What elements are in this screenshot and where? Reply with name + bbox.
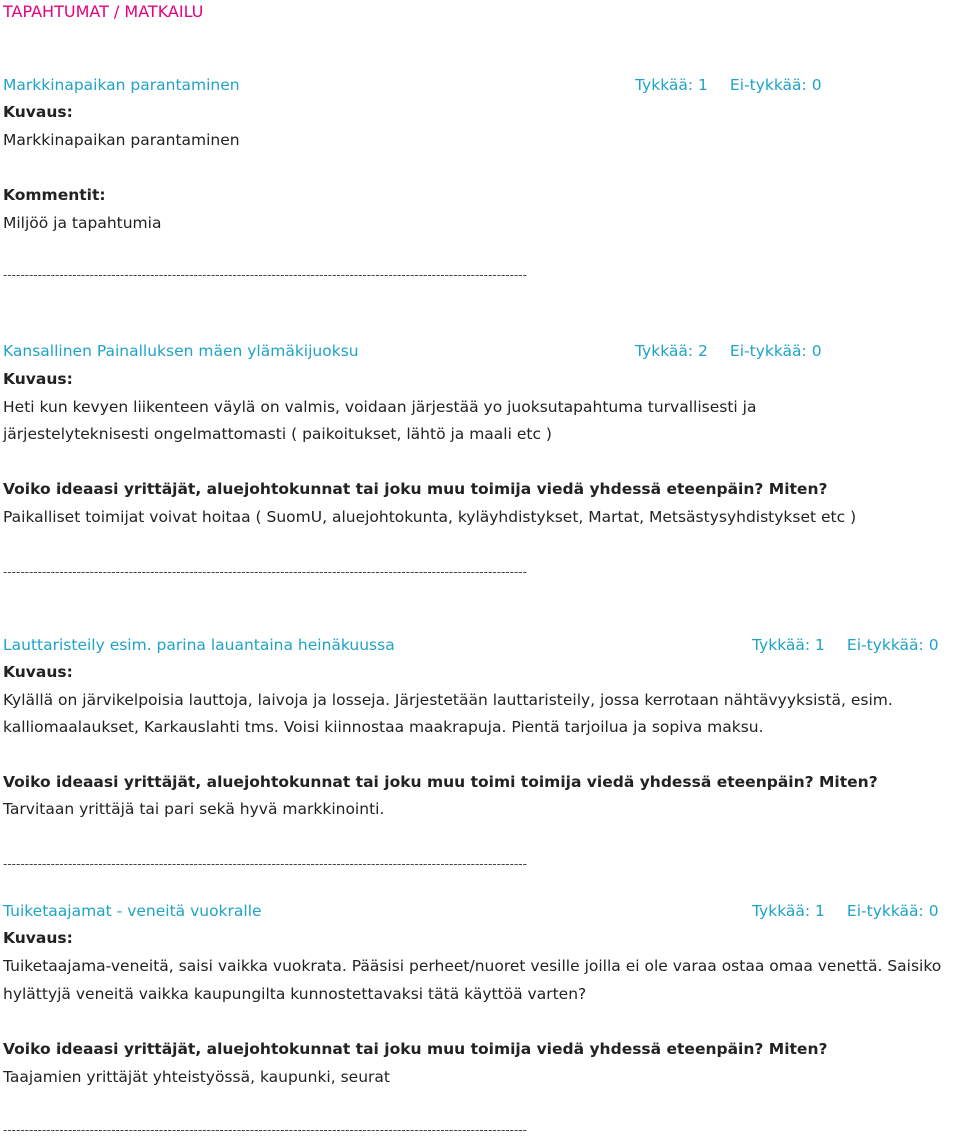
entry-title: Kansallinen Painalluksen mäen ylämäkijuoksu — [3, 342, 359, 360]
likes-count: Tykkää: 1 — [635, 76, 708, 94]
divider: ------------------------------------------------------------------------------------------------------------------------- — [3, 1123, 527, 1137]
description-label: Kuvaus: — [3, 663, 73, 681]
entry-title: Markkinapaikan parantaminen — [3, 76, 240, 94]
comments-label: Kommentit: — [3, 186, 106, 204]
vote-counts — [635, 340, 822, 362]
entry-title: Tuiketaajamat - veneitä vuokralle — [3, 902, 262, 920]
likes-count: Tykkää: 1 — [752, 636, 825, 654]
divider: ------------------------------------------------------------------------------------------------------------------------- — [3, 268, 527, 282]
answer-text: Paikalliset toimijat voivat hoitaa ( SuomU, aluejohtokunta, kyläyhdistykset, Martat, Metsästysyhdistykset etc ) — [3, 508, 857, 526]
divider: ------------------------------------------------------------------------------------------------------------------------- — [3, 565, 527, 579]
likes-count: Tykkää: 1 — [752, 902, 825, 920]
dislikes-count: Ei-tykkää: 0 — [846, 902, 939, 920]
answer-text: Tarvitaan yrittäjä tai pari sekä hyvä markkinointi. — [3, 800, 385, 818]
description-text: hylättyjä veneitä vaikka kaupungilta kunnostettavaksi tätä käyttöä varten? — [3, 985, 587, 1003]
description-text: Heti kun kevyen liikenteen väylä on valmis, voidaan järjestää yo juoksutapahtuma turvallisesti ja — [3, 398, 757, 416]
description-text: Kylällä on järvikelpoisia lauttoja, laivoja ja losseja. Järjestetään lauttaristeily, jossa kerrotaan nähtävyyksistä, esim. — [3, 691, 893, 709]
description-text: Tuiketaajama-veneitä, saisi vaikka vuokrata. Pääsisi perheet/nuoret vesille joilla ei ole varaa ostaa omaa venettä. Saisiko — [3, 957, 942, 975]
vote-counts — [635, 74, 822, 96]
description-text: Markkinapaikan parantaminen — [3, 131, 240, 149]
question-label: Voiko ideaasi yrittäjät, aluejohtokunnat tai joku muu toimija viedä yhdessä eteenpäin? Miten? — [3, 1040, 828, 1058]
description-text: kalliomaalaukset, Karkauslahti tms. Voisi kiinnostaa maakrapuja. Pientä tarjoilua ja sopiva maksu. — [3, 718, 764, 736]
comments-text: Miljöö ja tapahtumia — [3, 214, 162, 232]
dislikes-count: Ei-tykkää: 0 — [729, 342, 822, 360]
entry-title: Lauttaristeily esim. parina lauantaina heinäkuussa — [3, 636, 395, 654]
question-label: Voiko ideaasi yrittäjät, aluejohtokunnat tai joku muu toimija viedä yhdessä eteenpäin? Miten? — [3, 480, 828, 498]
description-text: järjestelyteknisesti ongelmattomasti ( paikoitukset, lähtö ja maali etc ) — [3, 425, 552, 443]
dislikes-count: Ei-tykkää: 0 — [729, 76, 822, 94]
section-header: TAPAHTUMAT / MATKAILU — [3, 2, 204, 21]
question-label: Voiko ideaasi yrittäjät, aluejohtokunnat tai joku muu toimi toimija viedä yhdessä eteenpäin? Miten? — [3, 773, 878, 791]
vote-counts — [752, 634, 939, 656]
description-label: Kuvaus: — [3, 103, 73, 121]
divider: ------------------------------------------------------------------------------------------------------------------------- — [3, 857, 527, 871]
description-label: Kuvaus: — [3, 370, 73, 388]
likes-count: Tykkää: 2 — [635, 342, 708, 360]
vote-counts — [752, 900, 939, 922]
description-label: Kuvaus: — [3, 929, 73, 947]
dislikes-count: Ei-tykkää: 0 — [846, 636, 939, 654]
answer-text: Taajamien yrittäjät yhteistyössä, kaupunki, seurat — [3, 1068, 390, 1086]
